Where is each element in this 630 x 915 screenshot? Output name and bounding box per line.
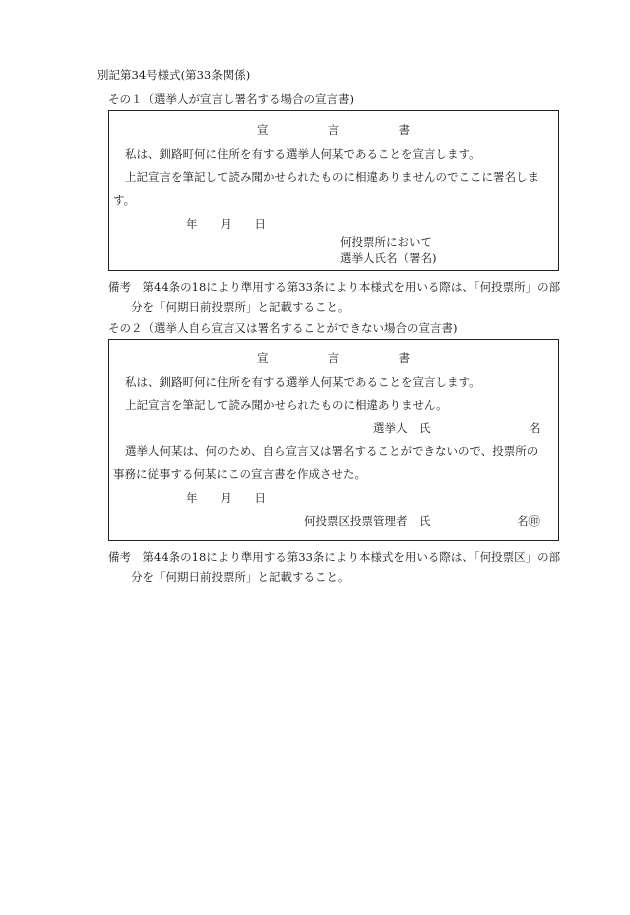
form2-declaration-line: 私は、釧路町何に住所を有する選挙人何某であることを宣言します。: [125, 375, 481, 389]
form2-proxy-line: 選挙人何某は、何のため、自ら宣言又は署名することができないので、投票所の: [125, 444, 539, 458]
form2-title-char: 書: [398, 351, 410, 365]
form2-voter-name-label: 選挙人 氏: [373, 421, 431, 435]
form2-title-char: 宣: [257, 351, 269, 365]
form1-polling-place: 何投票所において: [340, 235, 432, 249]
form2-box: [108, 339, 559, 541]
form2-date-day: 日: [254, 491, 266, 505]
note1-line1: 備考 第44条の18により準用する第33条により本様式を用いる際は、「何投票所」の部: [108, 280, 561, 294]
form2-title: [257, 353, 410, 365]
note2-line2: 分を「何期日前投票所」と記載すること。: [131, 570, 350, 584]
form2-date: [186, 493, 266, 505]
form1-attestation-line: 上記宣言を筆記して読み聞かせられたものに相違ありませんのでここに署名しま: [125, 170, 539, 184]
form1-signature-line: 選挙人氏名（署名): [340, 251, 437, 265]
form1-date: [186, 219, 266, 231]
form2-manager-seal: 名㊞: [517, 514, 540, 528]
form2-attestation-line: 上記宣言を筆記して読み聞かせられたものに相違ありません。: [125, 398, 448, 412]
form2-caption: その２（選挙人自ら宣言又は署名することができない場合の宣言書): [108, 321, 458, 335]
form1-date-month: 月: [220, 217, 232, 231]
form1-declaration-line: 私は、釧路町何に住所を有する選挙人何某であることを宣言します。: [125, 147, 481, 161]
form1-date-year: 年: [186, 217, 198, 231]
form1-date-day: 日: [254, 217, 266, 231]
form1-title-char: 書: [398, 123, 410, 137]
form1-title-char: 宣: [257, 123, 269, 137]
form1-title-char: 言: [327, 123, 340, 137]
form2-date-month: 月: [220, 491, 232, 505]
form1-caption: その１（選挙人が宣言し署名する場合の宣言書): [108, 92, 354, 106]
note2-line1: 備考 第44条の18により準用する第33条により本様式を用いる際は、「何投票区」の部: [108, 550, 561, 564]
form-number-header: 別記第34号様式(第33条関係): [97, 68, 251, 82]
form1-title: [257, 125, 410, 137]
form2-proxy-continuation: 事務に従事する何某にこの宣言書を作成させた。: [113, 467, 366, 481]
form2-date-year: 年: [186, 491, 198, 505]
form2-title-char: 言: [327, 351, 340, 365]
note1-line2: 分を「何期日前投票所」と記載すること。: [131, 300, 350, 314]
form2-voter-name-suffix: 名: [529, 421, 541, 435]
form2-manager-label: 何投票区投票管理者 氏: [304, 514, 431, 528]
form1-attestation-continuation: す。: [113, 193, 136, 207]
